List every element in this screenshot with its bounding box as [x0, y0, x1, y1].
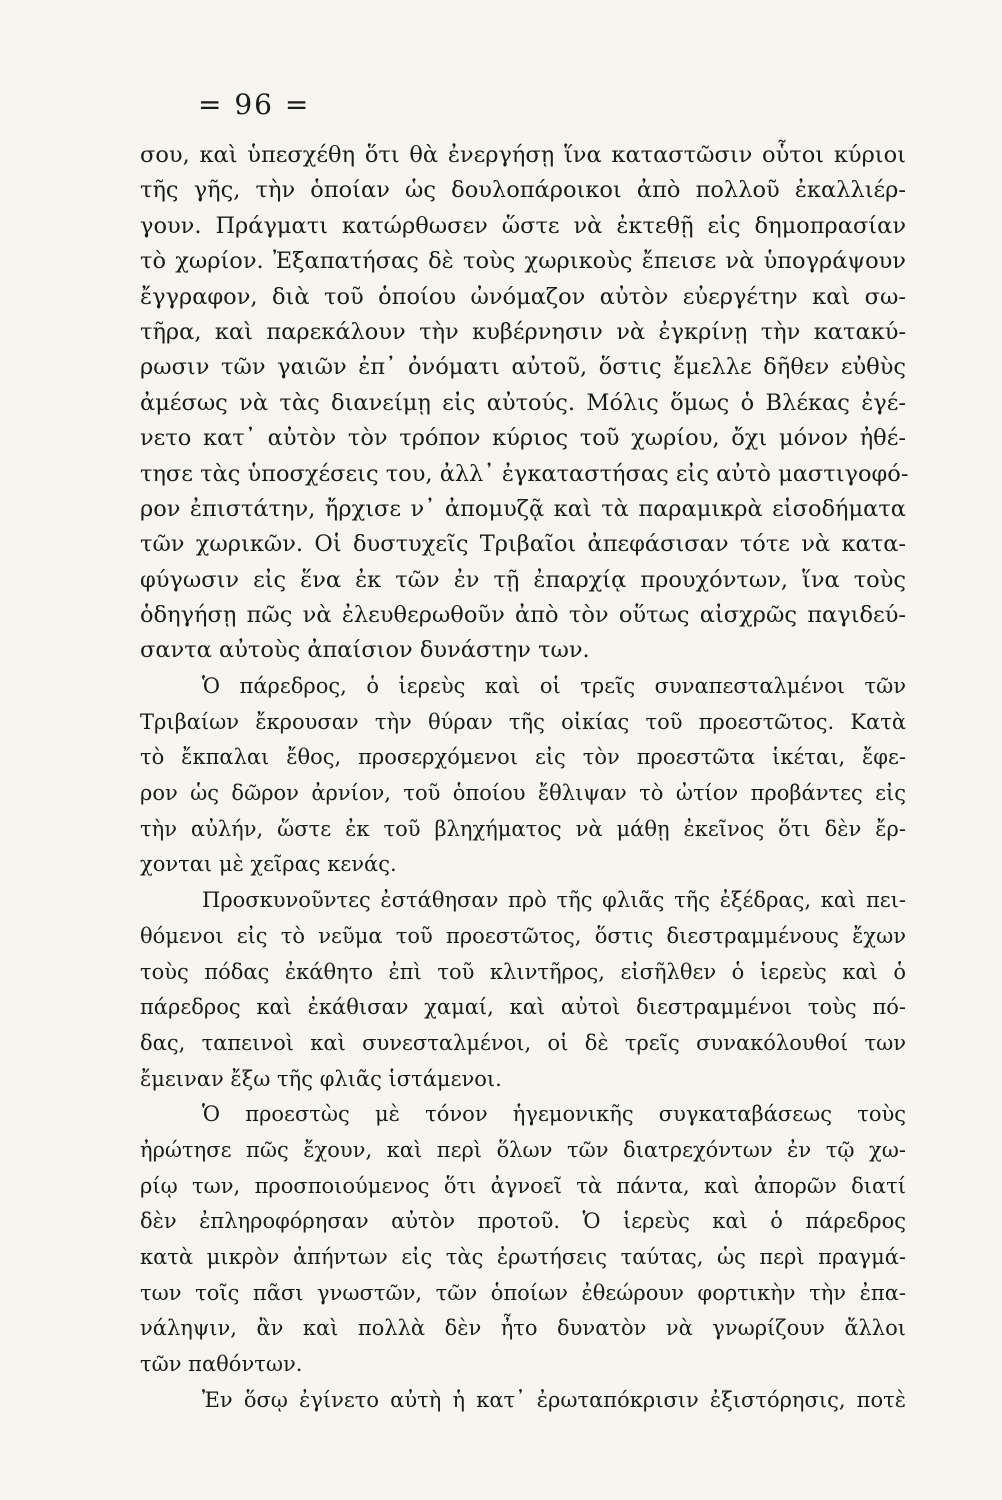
text-line: Ὁ προεστὼς μὲ τόνον ἡγεμονικῆς συγκαταβάσεως τοὺς [202, 1102, 906, 1127]
text-line: τῆρα, καὶ παρεκάλουν τὴν κυβέρνησιν νὰ ἐγκρίνῃ τὴν κατακύ- [140, 318, 906, 345]
text-line: ἠρώτησε πῶς ἔχουν, καὶ περὶ ὅλων τῶν διατρεχόντων ἐν τῷ χω- [140, 1137, 906, 1162]
text-line: πάρεδρος καὶ ἐκάθισαν χαμαί, καὶ αὐτοὶ διεστραμμένοι τοὺς πό- [140, 995, 906, 1020]
text-line: χονται μὲ χεῖρας κενάς. [140, 852, 397, 877]
text-line: ἔγγραφον, διὰ τοῦ ὁποίου ὠνόμαζον αὐτὸν εὐεργέτην καὶ σω- [140, 283, 906, 310]
text-line: ρον ὡς δῶρον ἀρνίον, τοῦ ὁποίου ἔθλιψαν τὸ ὠτίον προβάντες εἰς [140, 781, 906, 806]
text-line: θόμενοι εἰς τὸ νεῦμα τοῦ προεστῶτος, ὅστις διεστραμμένους ἔχων [140, 923, 906, 948]
text-line: τοὺς πόδας ἐκάθητο ἐπὶ τοῦ κλιντῆρος, εἰσῆλθεν ὁ ἱερεὺς καὶ ὁ [140, 959, 906, 984]
text-line: τῶν χωρικῶν. Οἱ δυστυχεῖς Τριβαῖοι ἀπεφάσισαν τότε νὰ κατα- [140, 531, 906, 558]
text-line: νετο κατ᾽ αὐτὸν τὸν τρόπον κύριος τοῦ χωρίου, ὄχι μόνον ἠθέ- [140, 425, 906, 452]
text-line: δὲν ἐπληροφόρησαν αὐτὸν προτοῦ. Ὁ ἱερεὺς καὶ ὁ πάρεδρος [140, 1209, 906, 1234]
text-line: σαντα αὐτοὺς ἀπαίσιον δυνάστην των. [140, 637, 590, 664]
text-line: ἔμειναν ἔξω τῆς φλιᾶς ἱστάμενοι. [140, 1066, 502, 1091]
text-line: Προσκυνοῦντες ἐστάθησαν πρὸ τῆς φλιᾶς τῆς ἐξέδρας, καὶ πει- [202, 888, 906, 913]
text-line: τῆς γῆς, τὴν ὁποίαν ὡς δουλοπάροικοι ἀπὸ πολλοῦ ἐκαλλιέρ- [140, 177, 906, 204]
text-line: ρίῳ των, προσποιούμενος ὅτι ἀγνοεῖ τὰ πάντα, καὶ ἀπορῶν διατί [140, 1173, 906, 1198]
text-line: ρωσιν τῶν γαιῶν ἐπ᾽ ὀνόματι αὐτοῦ, ὅστις ἔμελλε δῆθεν εὐθὺς [140, 354, 906, 381]
text-line: τὸ χωρίον. Ἐξαπατήσας δὲ τοὺς χωρικοὺς ἔπεισε νὰ ὑπογράψουν [140, 248, 906, 275]
text-line: Ὁ πάρεδρος, ὁ ἱερεὺς καὶ οἱ τρεῖς συναπεσταλμένοι τῶν [202, 674, 906, 698]
text-line: Τριβαίων ἔκρουσαν τὴν θύραν τῆς οἰκίας τοῦ προεστῶτος. Κατὰ [140, 709, 906, 734]
text-line: ρον ἐπιστάτην, ἤρχισε ν᾽ ἀπομυζᾷ καὶ τὰ παραμικρὰ εἰσοδήματα [140, 495, 906, 522]
paragraph-1 [140, 138, 909, 669]
text-line: τὴν αὐλήν, ὥστε ἐκ τοῦ βληχήματος νὰ μάθῃ ἐκεῖνος ὅτι δὲν ἔρ- [140, 816, 906, 841]
text-line: γουν. Πράγματι κατώρθωσεν ὥστε νὰ ἐκτεθῇ εἰς δημοπρασίαν [140, 212, 906, 239]
text-line: τησε τὰς ὑποσχέσεις του, ἀλλ᾽ ἐγκαταστήσας εἰς αὐτὸ μαστιγοφό- [140, 460, 909, 487]
text-line: ἀμέσως νὰ τὰς διανείμῃ εἰς αὐτούς. Μόλις ὅμως ὁ Βλέκας ἐγέ- [140, 389, 906, 416]
text-line: των τοῖς πᾶσι γνωστῶν, τῶν ὁποίων ἐθεώρουν φορτικὴν τὴν ἐπα- [140, 1280, 906, 1305]
text-line: τῶν παθόντων. [140, 1352, 303, 1377]
page-number: = 96 = [198, 88, 311, 121]
text-line: κατὰ μικρὸν ἀπήντων εἰς τὰς ἐρωτήσεις ταύτας, ὡς περὶ πραγμά- [140, 1245, 906, 1269]
text-line: νάληψιν, ἂν καὶ πολλὰ δὲν ἦτο δυνατὸν νὰ γνωρίζουν ἄλλοι [140, 1316, 906, 1341]
text-line: σου, καὶ ὑπεσχέθη ὅτι θὰ ἐνεργήσῃ ἵνα καταστῶσιν οὗτοι κύριοι [140, 142, 906, 168]
text-line: τὸ ἔκπαλαι ἔθος, προσερχόμενοι εἰς τὸν προεστῶτα ἱκέται, ἔφε- [140, 745, 906, 770]
text-line: δας, ταπεινοὶ καὶ συνεσταλμένοι, οἱ δὲ τρεῖς συνακόλουθοί των [140, 1030, 906, 1055]
text-line: φύγωσιν εἰς ἕνα ἐκ τῶν ἐν τῇ ἐπαρχίᾳ προυχόντων, ἵνα τοὺς [140, 566, 906, 593]
text-line: Ἐν ὅσῳ ἐγίνετο αὐτὴ ἡ κατ᾽ ἐρωταπόκρισιν ἐξιστόρησις, ποτὲ [202, 1387, 906, 1412]
text-line: ὁδηγήσῃ πῶς νὰ ἐλευθερωθοῦν ἀπὸ τὸν οὕτως αἰσχρῶς παγιδεύ- [140, 602, 906, 629]
paragraph-2 [140, 669, 906, 1418]
